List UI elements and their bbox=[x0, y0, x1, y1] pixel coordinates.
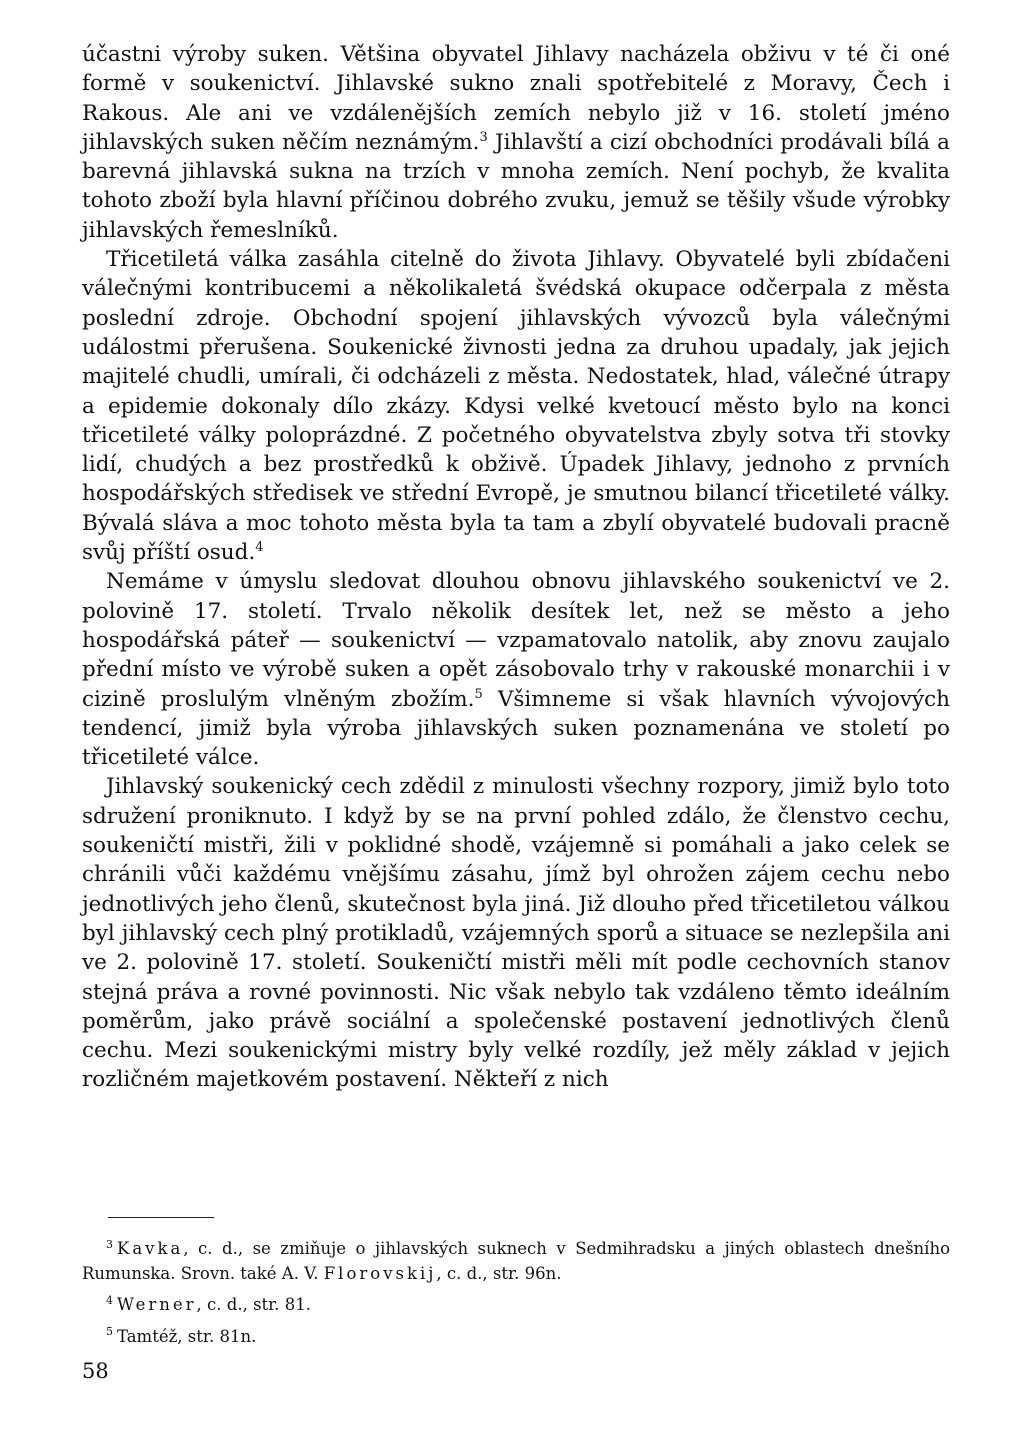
footnote-author: Florovskij bbox=[323, 1263, 437, 1283]
footnote-number: 5 bbox=[106, 1325, 113, 1338]
footnote-text: , c. d., str. 96n. bbox=[436, 1263, 562, 1283]
footnotes bbox=[82, 1237, 950, 1356]
footnote-reference: 4 bbox=[255, 539, 264, 555]
body-text bbox=[82, 40, 950, 1095]
footnote bbox=[82, 1237, 950, 1286]
paragraph-text: Jihlavští a cizí obchodníci prodávali bílá a barevná jihlavská sukna na trzích v mnoha zemích. Není pochyb, že kvalita tohoto zboží byla hlavní příčinou dobrého zvuku, jemuž se těšily všude výrobky jihlavských řemeslníků. bbox=[82, 129, 950, 243]
paragraph-text: Nemáme v úmyslu sledovat dlouhou obnovu jihlavského soukenictví ve 2. polovině 17. století. Trvalo několik desítek let, než se město a jeho hospodářská páteř — soukenictví — vzpamatovalo natolik, aby znovu zaujalo přední místo ve výrobě suken a opět zásobovalo trhy v rakouské monarchii i v cizině proslulým vlněným zbožím. bbox=[82, 569, 950, 712]
paragraph-text: Třicetiletá válka zasáhla citelně do života Jihlavy. Obyvatelé byli zbídačeni válečnými kontribucemi a několikaletá švédská okupace odčerpala z města poslední zdroje. Obchodní spojení jihlavských vývozců byla válečnými událostmi přerušena. Soukenické živnosti jedna za druhou upadaly, jak jejich majitelé chudli, umírali, či odcházeli z města. Nedostatek, hlad, válečné útrapy a epidemie dokonaly dílo zkázy. Kdysi velké kvetoucí město bylo na konci třicetileté války poloprázdné. Z početného obyvatelstva zbyly sotva tři stovky lidí, chudých a bez prostředků k obživě. Úpadek Jihlavy, jednoho z prvních hospodářských středisek ve střední Evropě, je smutnou bilancí třicetileté války. Bývalá sláva a moc tohoto města byla ta tam a zbylí obyvatelé budovali pracně svůj příští osud. bbox=[82, 247, 950, 566]
paragraph bbox=[82, 772, 950, 1094]
footnote-text: Tamtéž, str. 81n. bbox=[117, 1326, 257, 1346]
footnote-number: 3 bbox=[106, 1237, 113, 1251]
paragraph-text: Jihlavský soukenický cech zdědil z minulosti všechny rozpory, jimiž bylo toto sdružení proniknuto. I když by se na první pohled zdálo, že členstvo cechu, soukeničtí mistři, žili v poklidné shodě, vzájemně si pomáhali a jako celek se chránili vůči každému vnějšímu zásahu, jímž byl ohrožen zájem cechu nebo jednotlivých jeho členů, skutečnost byla jiná. Již dlouho před třicetiletou válkou byl jihlavský cech plný protikladů, vzájemných sporů a situace se nezlepšila ani ve 2. polovině 17. století. Soukeničtí mistři měli mít podle cechovních stanov stejná práva a rovné povinnosti. Nic však nebylo tak vzdáleno těmto ideálním poměrům, jako právě sociální a společenské postavení jednotlivých členů cechu. Mezi soukenickými mistry byly velké rozdíly, jež měly základ v jejich rozličném majetkovém postavení. Někteří z nich bbox=[82, 774, 950, 1093]
page-number: 58 bbox=[82, 1359, 109, 1383]
paragraph bbox=[82, 567, 950, 772]
paragraph bbox=[82, 40, 950, 245]
footnote-author: Kavka bbox=[117, 1239, 184, 1258]
footnote-reference: 5 bbox=[474, 686, 483, 702]
footnote-text: , c. d., str. 81. bbox=[196, 1295, 311, 1314]
paragraph-text: Všimneme si však hlavních vývojových tendencí, jimiž byla výroba jihlavských suken poznamenána ve století po třicetileté válce. bbox=[82, 686, 951, 771]
footnote bbox=[82, 1325, 950, 1350]
footnote-reference: 3 bbox=[479, 129, 488, 145]
paragraph bbox=[82, 245, 950, 567]
footnote bbox=[82, 1293, 950, 1318]
footnote-text: , c. d., se zmiňuje o jihlavských suknech v Sedmihradsku a jiných oblastech dnešního Rumunska. Srovn. také A. V. bbox=[82, 1239, 950, 1283]
footnote-number: 4 bbox=[106, 1293, 113, 1307]
paragraph-text: účastni výroby suken. Většina obyvatel Jihlavy nacházela obživu v té či oné formě v soukenictví. Jihlavské sukno znali spotřebitelé z Moravy, Čech i Rakous. Ale ani ve vzdálenějších zemích nebylo již v 16. století jméno jihlavských suken něčím neznámým. bbox=[82, 42, 950, 155]
footnote-separator bbox=[108, 1217, 214, 1218]
footnote-author: Werner bbox=[117, 1295, 197, 1314]
